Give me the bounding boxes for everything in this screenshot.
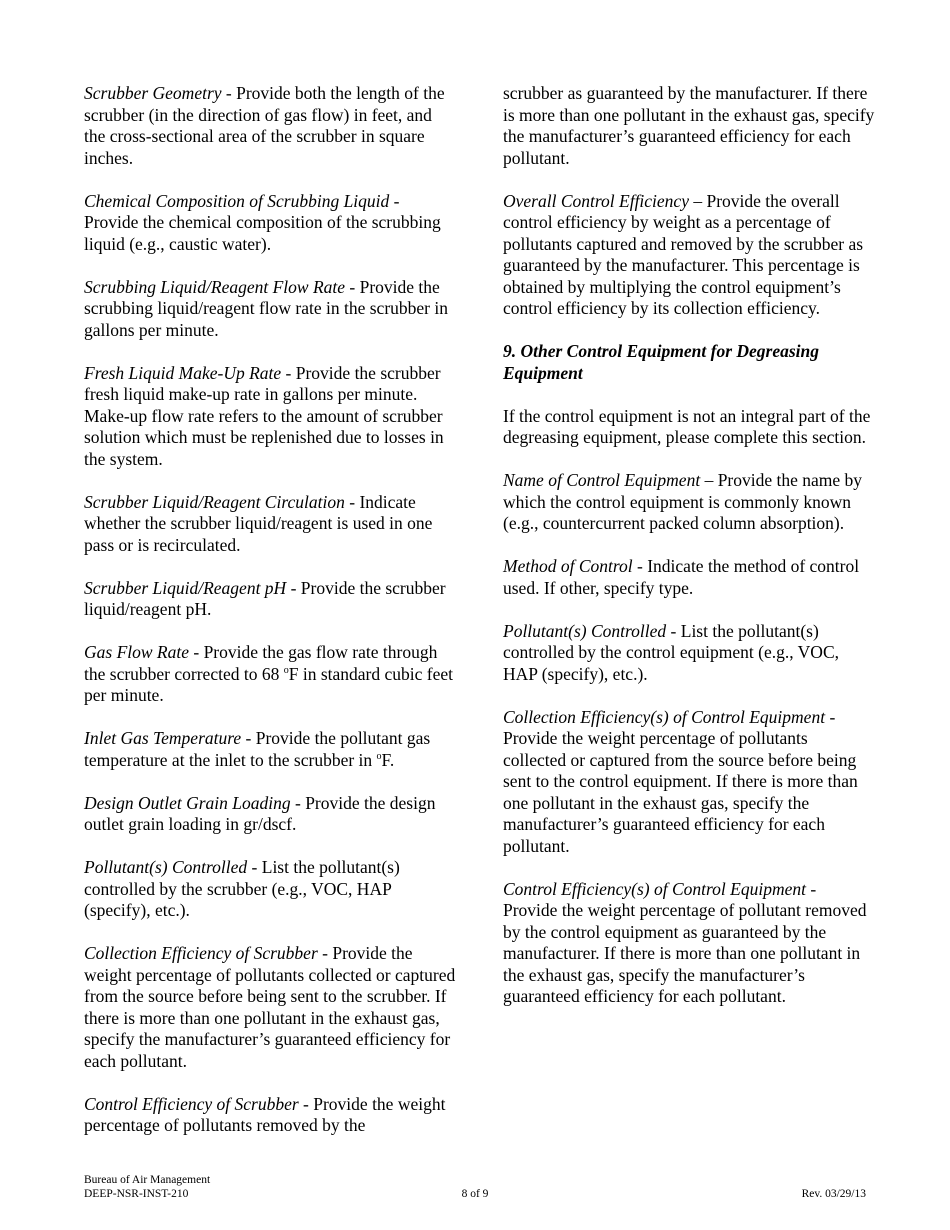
term: Pollutant(s) Controlled: [84, 857, 248, 877]
paragraph-overall-control-efficiency: [503, 191, 875, 320]
paragraph-method-of-control: [503, 556, 875, 599]
term: Method of Control: [503, 556, 633, 576]
separator: -: [389, 190, 400, 211]
term: Control Efficiency(s) of Control Equipment: [503, 878, 806, 899]
separator: -: [281, 362, 296, 383]
description: Provide the weight percentage of pollutants collected or captured from the source before being sent to the control equipment. If there is more than one pollutant in the exhaust gas, specify the manufacturer’s guaranteed efficiency for each pollutant.: [503, 728, 858, 856]
paragraph-control-efficiency: [84, 1094, 456, 1137]
description: Provide the overall control efficiency by weight as a percentage of pollutants captured and removed by the scrubber as guaranteed by the manufacturer. This percentage is obtained by multiplying the control equipment’s control efficiency by its collection efficiency.: [503, 190, 864, 318]
description: Indicate whether the scrubber liquid/reagent is used in one pass or is recirculated.: [84, 491, 433, 555]
paragraph-collection-efficiency-equipment: [503, 707, 875, 858]
description: Provide the gas flow rate through the scrubber corrected to 68: [84, 642, 438, 684]
paragraph-continuation: scrubber as guaranteed by the manufacturer. If there is more than one pollutant in the exhaust gas, specify the manufacturer’s guaranteed efficiency for each pollutant.: [503, 83, 875, 168]
term: Gas Flow Rate: [84, 642, 189, 662]
term: Scrubber Liquid/Reagent Circulation: [84, 491, 345, 512]
description: Provide both the length of the scrubber (in the direction of gas flow) in feet, and the cross-sectional area of the scrubber in square inches.: [84, 83, 445, 168]
term: Name of Control Equipment: [503, 470, 701, 490]
paragraph-chemical-composition: [84, 191, 456, 256]
separator: –: [688, 190, 707, 211]
term: Scrubber Geometry: [84, 83, 222, 103]
paragraph-reagent-ph: [84, 578, 456, 621]
term: Chemical Composition of Scrubbing Liquid: [84, 190, 390, 211]
footer-doc-id: DEEP-NSR-INST-210: [84, 1188, 189, 1200]
description: Provide the design outlet grain loading in gr/dscf.: [84, 792, 436, 834]
section-intro: If the control equipment is not an integral part of the degreasing equipment, please complete this section.: [503, 405, 871, 447]
separator: -: [345, 276, 360, 297]
description: Provide the scrubber fresh liquid make-up rate in gallons per minute. Make-up flow rate refers to the amount of scrubber solution which must be replenished due to losses in the system.: [84, 362, 444, 469]
term: Scrubber Liquid/Reagent pH: [84, 577, 287, 598]
degree-symbol: o: [283, 664, 289, 676]
footer-page-number: 8 of 9: [461, 1188, 489, 1200]
term: Collection Efficiency(s) of Control Equipment: [503, 706, 826, 727]
description: Indicate the method of control used. If other, specify type.: [503, 556, 860, 598]
paragraph-gas-flow-rate: [84, 642, 456, 707]
separator: –: [700, 470, 718, 490]
separator: -: [825, 706, 836, 727]
footer-agency: Bureau of Air Management: [84, 1174, 211, 1186]
paragraph-collection-efficiency: [84, 943, 456, 1072]
footer-revision: Rev. 03/29/13: [801, 1188, 866, 1200]
description: Provide the chemical composition of the scrubbing liquid (e.g., caustic water).: [84, 212, 441, 254]
paragraph-name-of-control-equipment: [503, 470, 875, 535]
paragraph-scrubber-geometry: [84, 83, 456, 169]
description: Provide the weight percentage of pollutants collected or captured from the source before being sent to the scrubber. If there is more than one pollutant in the exhaust gas, specify the manufacturer’s guaranteed efficiency for each pollutant.: [84, 943, 456, 1071]
paragraph-outlet-grain-loading: [84, 793, 456, 836]
term: Fresh Liquid Make-Up Rate: [84, 362, 282, 383]
term: Scrubbing Liquid/Reagent Flow Rate: [84, 276, 346, 297]
separator: -: [241, 728, 256, 748]
term: Overall Control Efficiency: [503, 190, 689, 211]
paragraph-pollutants-controlled-equipment: [503, 621, 875, 686]
degree-symbol: o: [376, 750, 382, 762]
description: Provide the name by which the control equipment is commonly known (e.g., countercurrent packed column absorption).: [503, 470, 863, 533]
section-heading: 9. Other Control Equipment for Degreasing Equipment: [503, 341, 820, 383]
separator: -: [221, 83, 237, 103]
paragraph-liquid-flow-rate: [84, 277, 456, 342]
description: Provide the scrubbing liquid/reagent flow rate in the scrubber in gallons per minute.: [84, 276, 448, 340]
term: Control Efficiency of Scrubber: [84, 1093, 299, 1114]
description: List the pollutant(s) controlled by the scrubber (e.g., VOC, HAP (specify), etc.).: [84, 857, 400, 920]
separator: -: [298, 1093, 314, 1114]
separator: -: [247, 857, 262, 877]
paragraph-pollutants-controlled: [84, 857, 456, 922]
description-cont: F in standard cubic feet per minute.: [84, 663, 453, 705]
description: Provide the scrubber liquid/reagent pH.: [84, 577, 446, 619]
paragraph-reagent-circulation: [84, 492, 456, 557]
term: Collection Efficiency of Scrubber: [84, 943, 318, 963]
paragraph-inlet-gas-temperature: [84, 728, 456, 771]
term: Pollutant(s) Controlled: [503, 620, 667, 641]
description: Provide the weight percentage of pollutant removed by the control equipment as guaranteed by the manufacturer. If there is more than one pollutant in the exhaust gas, specify the manufacturer’s guaranteed efficiency for each pollutant.: [503, 900, 867, 1006]
right-column: [503, 83, 875, 1029]
separator: -: [317, 943, 333, 963]
left-column: [84, 83, 456, 1158]
separator: -: [805, 878, 817, 899]
term: Design Outlet Grain Loading: [84, 792, 291, 813]
description-cont: F.: [381, 749, 395, 770]
separator: -: [290, 792, 306, 813]
description: Provide the pollutant gas temperature at the inlet to the scrubber in: [84, 728, 431, 770]
separator: -: [344, 491, 360, 512]
paragraph-control-efficiency-equipment: [503, 879, 875, 1008]
separator: -: [632, 556, 648, 576]
description: Provide the weight percentage of pollutants removed by the: [84, 1093, 446, 1135]
description: List the pollutant(s) controlled by the control equipment (e.g., VOC, HAP (specify), etc.).: [503, 620, 839, 684]
separator: -: [286, 577, 301, 598]
separator: -: [189, 642, 204, 662]
separator: -: [666, 620, 681, 641]
term: Inlet Gas Temperature: [84, 728, 242, 748]
paragraph-make-up-rate: [84, 363, 456, 471]
